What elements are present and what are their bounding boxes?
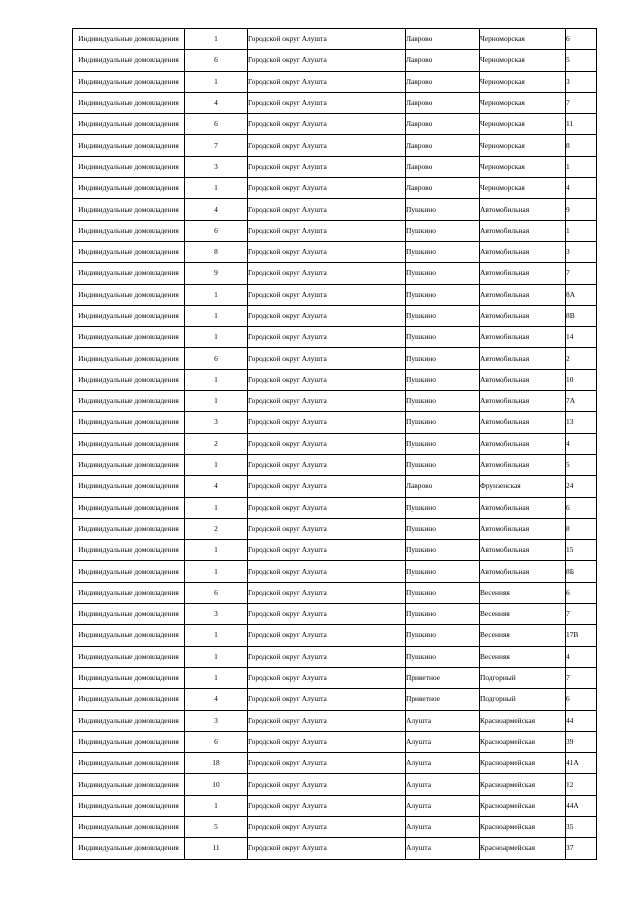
building-type-cell: Индивидуальные домовладения (73, 476, 185, 497)
house-number-cell: 35 (566, 816, 597, 837)
settlement-cell: Пушкино (406, 540, 480, 561)
count-cell: 1 (185, 305, 248, 326)
street-cell: Автомобильная (480, 305, 566, 326)
count-cell: 11 (185, 838, 248, 859)
municipality-cell: Городской округ Алушта (248, 263, 406, 284)
municipality-cell: Городской округ Алушта (248, 156, 406, 177)
house-number-cell: 6 (566, 582, 597, 603)
house-number-cell: 2 (566, 348, 597, 369)
building-type-cell: Индивидуальные домовладения (73, 114, 185, 135)
settlement-cell: Пушкино (406, 199, 480, 220)
settlement-cell: Пушкино (406, 497, 480, 518)
house-number-cell: 8В (566, 305, 597, 326)
count-cell: 1 (185, 795, 248, 816)
count-cell: 4 (185, 199, 248, 220)
house-number-cell: 6 (566, 689, 597, 710)
settlement-cell: Пушкино (406, 241, 480, 262)
street-cell: Черноморская (480, 135, 566, 156)
count-cell: 3 (185, 156, 248, 177)
count-cell: 6 (185, 50, 248, 71)
settlement-cell: Пушкино (406, 625, 480, 646)
street-cell: Автомобильная (480, 391, 566, 412)
street-cell: Автомобильная (480, 369, 566, 390)
building-type-cell: Индивидуальные домовладения (73, 135, 185, 156)
building-type-cell: Индивидуальные домовладения (73, 753, 185, 774)
count-cell: 1 (185, 391, 248, 412)
building-type-cell: Индивидуальные домовладения (73, 71, 185, 92)
settlement-cell: Лаврово (406, 114, 480, 135)
building-type-cell: Индивидуальные домовладения (73, 582, 185, 603)
building-type-cell: Индивидуальные домовладения (73, 433, 185, 454)
count-cell: 1 (185, 667, 248, 688)
street-cell: Весенняя (480, 604, 566, 625)
building-type-cell: Индивидуальные домовладения (73, 838, 185, 859)
building-type-cell: Индивидуальные домовладения (73, 604, 185, 625)
table-row (73, 29, 597, 50)
street-cell: Автомобильная (480, 199, 566, 220)
municipality-cell: Городской округ Алушта (248, 92, 406, 113)
building-type-cell: Индивидуальные домовладения (73, 710, 185, 731)
count-cell: 6 (185, 114, 248, 135)
count-cell: 5 (185, 816, 248, 837)
house-number-cell: 24 (566, 476, 597, 497)
count-cell: 1 (185, 454, 248, 475)
building-type-cell: Индивидуальные домовладения (73, 92, 185, 113)
settlement-cell: Алушта (406, 731, 480, 752)
count-cell: 1 (185, 646, 248, 667)
count-cell: 8 (185, 241, 248, 262)
house-number-cell: 9 (566, 199, 597, 220)
house-number-cell: 1 (566, 156, 597, 177)
building-type-cell: Индивидуальные домовладения (73, 29, 185, 50)
municipality-cell: Городской округ Алушта (248, 433, 406, 454)
house-number-cell: 10 (566, 369, 597, 390)
settlement-cell: Пушкино (406, 433, 480, 454)
settlement-cell: Пушкино (406, 263, 480, 284)
municipality-cell: Городской округ Алушта (248, 327, 406, 348)
street-cell: Автомобильная (480, 497, 566, 518)
street-cell: Черноморская (480, 50, 566, 71)
house-number-cell: 14 (566, 327, 597, 348)
table-row (73, 348, 597, 369)
street-cell: Автомобильная (480, 220, 566, 241)
house-number-cell: 39 (566, 731, 597, 752)
municipality-cell: Городской округ Алушта (248, 838, 406, 859)
table-row (73, 199, 597, 220)
municipality-cell: Городской округ Алушта (248, 604, 406, 625)
settlement-cell: Приветное (406, 667, 480, 688)
building-type-cell: Индивидуальные домовладения (73, 220, 185, 241)
municipality-cell: Городской округ Алушта (248, 646, 406, 667)
count-cell: 1 (185, 327, 248, 348)
municipality-cell: Городской округ Алушта (248, 50, 406, 71)
table-row (73, 263, 597, 284)
street-cell: Автомобильная (480, 454, 566, 475)
street-cell: Черноморская (480, 178, 566, 199)
count-cell: 6 (185, 348, 248, 369)
settlement-cell: Пушкино (406, 327, 480, 348)
table-row (73, 540, 597, 561)
table-row (73, 667, 597, 688)
count-cell: 6 (185, 582, 248, 603)
settlement-cell: Пушкино (406, 412, 480, 433)
table-row (73, 305, 597, 326)
house-number-cell: 4 (566, 178, 597, 199)
building-type-cell: Индивидуальные домовладения (73, 305, 185, 326)
settlement-cell: Пушкино (406, 369, 480, 390)
table-row (73, 92, 597, 113)
settlement-cell: Пушкино (406, 454, 480, 475)
settlement-cell: Лаврово (406, 178, 480, 199)
house-number-cell: 37 (566, 838, 597, 859)
count-cell: 2 (185, 518, 248, 539)
building-type-cell: Индивидуальные домовладения (73, 50, 185, 71)
table-row (73, 71, 597, 92)
settlement-cell: Лаврово (406, 29, 480, 50)
municipality-cell: Городской округ Алушта (248, 391, 406, 412)
street-cell: Весенняя (480, 646, 566, 667)
municipality-cell: Городской округ Алушта (248, 753, 406, 774)
table-row (73, 369, 597, 390)
count-cell: 3 (185, 710, 248, 731)
street-cell: Красноармейская (480, 710, 566, 731)
municipality-cell: Городской округ Алушта (248, 667, 406, 688)
building-type-cell: Индивидуальные домовладения (73, 241, 185, 262)
street-cell: Черноморская (480, 29, 566, 50)
settlement-cell: Лаврово (406, 156, 480, 177)
count-cell: 4 (185, 689, 248, 710)
municipality-cell: Городской округ Алушта (248, 454, 406, 475)
house-number-cell: 6 (566, 497, 597, 518)
count-cell: 4 (185, 476, 248, 497)
house-number-cell: 44А (566, 795, 597, 816)
settlement-cell: Алушта (406, 816, 480, 837)
municipality-cell: Городской округ Алушта (248, 29, 406, 50)
municipality-cell: Городской округ Алушта (248, 497, 406, 518)
count-cell: 2 (185, 433, 248, 454)
settlement-cell: Пушкино (406, 561, 480, 582)
municipality-cell: Городской округ Алушта (248, 710, 406, 731)
settlement-cell: Лаврово (406, 92, 480, 113)
building-type-cell: Индивидуальные домовладения (73, 263, 185, 284)
house-number-cell: 13 (566, 412, 597, 433)
count-cell: 6 (185, 220, 248, 241)
settlement-cell: Алушта (406, 838, 480, 859)
municipality-cell: Городской округ Алушта (248, 114, 406, 135)
street-cell: Красноармейская (480, 795, 566, 816)
table-row (73, 327, 597, 348)
table-row (73, 476, 597, 497)
house-number-cell: 8 (566, 135, 597, 156)
municipality-cell: Городской округ Алушта (248, 540, 406, 561)
table-row (73, 625, 597, 646)
house-number-cell: 3 (566, 241, 597, 262)
street-cell: Красноармейская (480, 816, 566, 837)
settlement-cell: Лаврово (406, 50, 480, 71)
settlement-cell: Пушкино (406, 391, 480, 412)
count-cell: 3 (185, 604, 248, 625)
house-number-cell: 8 (566, 518, 597, 539)
count-cell: 7 (185, 135, 248, 156)
house-number-cell: 5 (566, 454, 597, 475)
street-cell: Фрунзенская (480, 476, 566, 497)
settlement-cell: Алушта (406, 774, 480, 795)
municipality-cell: Городской округ Алушта (248, 476, 406, 497)
table-row (73, 50, 597, 71)
building-type-cell: Индивидуальные домовладения (73, 816, 185, 837)
house-number-cell: 6 (566, 29, 597, 50)
settlement-cell: Приветное (406, 689, 480, 710)
house-number-cell: 12 (566, 774, 597, 795)
count-cell: 1 (185, 71, 248, 92)
building-type-cell: Индивидуальные домовладения (73, 667, 185, 688)
street-cell: Черноморская (480, 156, 566, 177)
house-number-cell: 15 (566, 540, 597, 561)
street-cell: Автомобильная (480, 241, 566, 262)
street-cell: Автомобильная (480, 540, 566, 561)
table-row (73, 646, 597, 667)
municipality-cell: Городской округ Алушта (248, 71, 406, 92)
street-cell: Весенняя (480, 582, 566, 603)
street-cell: Автомобильная (480, 284, 566, 305)
building-type-cell: Индивидуальные домовладения (73, 561, 185, 582)
settlement-cell: Лаврово (406, 71, 480, 92)
count-cell: 1 (185, 29, 248, 50)
street-cell: Автомобильная (480, 412, 566, 433)
street-cell: Весенняя (480, 625, 566, 646)
table-row (73, 114, 597, 135)
count-cell: 18 (185, 753, 248, 774)
count-cell: 4 (185, 92, 248, 113)
table-row (73, 241, 597, 262)
count-cell: 1 (185, 497, 248, 518)
street-cell: Красноармейская (480, 753, 566, 774)
house-number-cell: 8Б (566, 561, 597, 582)
municipality-cell: Городской округ Алушта (248, 412, 406, 433)
street-cell: Черноморская (480, 114, 566, 135)
table-row (73, 156, 597, 177)
building-type-cell: Индивидуальные домовладения (73, 391, 185, 412)
house-number-cell: 1 (566, 220, 597, 241)
count-cell: 1 (185, 540, 248, 561)
street-cell: Красноармейская (480, 838, 566, 859)
table-row (73, 497, 597, 518)
building-type-cell: Индивидуальные домовладения (73, 412, 185, 433)
municipality-cell: Городской округ Алушта (248, 348, 406, 369)
municipality-cell: Городской округ Алушта (248, 518, 406, 539)
count-cell: 6 (185, 731, 248, 752)
settlement-cell: Пушкино (406, 582, 480, 603)
table-row (73, 391, 597, 412)
house-number-cell: 7 (566, 92, 597, 113)
table-row (73, 135, 597, 156)
municipality-cell: Городской округ Алушта (248, 241, 406, 262)
building-type-cell: Индивидуальные домовладения (73, 540, 185, 561)
house-number-cell: 7 (566, 667, 597, 688)
building-type-cell: Индивидуальные домовладения (73, 199, 185, 220)
count-cell: 1 (185, 284, 248, 305)
street-cell: Автомобильная (480, 348, 566, 369)
house-number-cell: 7А (566, 391, 597, 412)
table-row (73, 753, 597, 774)
house-number-cell: 8А (566, 284, 597, 305)
building-type-cell: Индивидуальные домовладения (73, 369, 185, 390)
municipality-cell: Городской округ Алушта (248, 774, 406, 795)
street-cell: Подгорный (480, 667, 566, 688)
municipality-cell: Городской округ Алушта (248, 305, 406, 326)
street-cell: Красноармейская (480, 774, 566, 795)
table-row (73, 433, 597, 454)
table-row (73, 284, 597, 305)
street-cell: Автомобильная (480, 518, 566, 539)
street-cell: Красноармейская (480, 731, 566, 752)
building-type-cell: Индивидуальные домовладения (73, 646, 185, 667)
settlement-cell: Пушкино (406, 518, 480, 539)
count-cell: 3 (185, 412, 248, 433)
table-row (73, 689, 597, 710)
table-row (73, 220, 597, 241)
municipality-cell: Городской округ Алушта (248, 178, 406, 199)
settlement-cell: Пушкино (406, 220, 480, 241)
municipality-cell: Городской округ Алушта (248, 731, 406, 752)
table-body (73, 29, 597, 860)
municipality-cell: Городской округ Алушта (248, 135, 406, 156)
street-cell: Автомобильная (480, 433, 566, 454)
table-row (73, 518, 597, 539)
building-type-cell: Индивидуальные домовладения (73, 689, 185, 710)
housing-table (72, 28, 597, 860)
settlement-cell: Пушкино (406, 646, 480, 667)
municipality-cell: Городской округ Алушта (248, 369, 406, 390)
street-cell: Черноморская (480, 71, 566, 92)
building-type-cell: Индивидуальные домовладения (73, 178, 185, 199)
settlement-cell: Алушта (406, 710, 480, 731)
municipality-cell: Городской округ Алушта (248, 816, 406, 837)
count-cell: 9 (185, 263, 248, 284)
count-cell: 1 (185, 561, 248, 582)
street-cell: Черноморская (480, 92, 566, 113)
house-number-cell: 11 (566, 114, 597, 135)
municipality-cell: Городской округ Алушта (248, 199, 406, 220)
settlement-cell: Пушкино (406, 348, 480, 369)
building-type-cell: Индивидуальные домовладения (73, 327, 185, 348)
settlement-cell: Лаврово (406, 476, 480, 497)
municipality-cell: Городской округ Алушта (248, 625, 406, 646)
building-type-cell: Индивидуальные домовладения (73, 731, 185, 752)
count-cell: 1 (185, 369, 248, 390)
table-row (73, 774, 597, 795)
street-cell: Автомобильная (480, 327, 566, 348)
municipality-cell: Городской округ Алушта (248, 220, 406, 241)
settlement-cell: Пушкино (406, 305, 480, 326)
house-number-cell: 3 (566, 71, 597, 92)
settlement-cell: Алушта (406, 753, 480, 774)
house-number-cell: 44 (566, 710, 597, 731)
table-row (73, 178, 597, 199)
table-row (73, 795, 597, 816)
street-cell: Автомобильная (480, 561, 566, 582)
house-number-cell: 7 (566, 263, 597, 284)
house-number-cell: 41А (566, 753, 597, 774)
table-row (73, 582, 597, 603)
house-number-cell: 4 (566, 433, 597, 454)
street-cell: Подгорный (480, 689, 566, 710)
building-type-cell: Индивидуальные домовладения (73, 795, 185, 816)
table-row (73, 731, 597, 752)
street-cell: Автомобильная (480, 263, 566, 284)
table-row (73, 838, 597, 859)
building-type-cell: Индивидуальные домовладения (73, 284, 185, 305)
house-number-cell: 17В (566, 625, 597, 646)
municipality-cell: Городской округ Алушта (248, 561, 406, 582)
table-row (73, 454, 597, 475)
municipality-cell: Городской округ Алушта (248, 689, 406, 710)
building-type-cell: Индивидуальные домовладения (73, 518, 185, 539)
building-type-cell: Индивидуальные домовладения (73, 454, 185, 475)
count-cell: 1 (185, 625, 248, 646)
municipality-cell: Городской округ Алушта (248, 582, 406, 603)
house-number-cell: 4 (566, 646, 597, 667)
building-type-cell: Индивидуальные домовладения (73, 156, 185, 177)
building-type-cell: Индивидуальные домовладения (73, 625, 185, 646)
municipality-cell: Городской округ Алушта (248, 795, 406, 816)
municipality-cell: Городской округ Алушта (248, 284, 406, 305)
building-type-cell: Индивидуальные домовладения (73, 497, 185, 518)
settlement-cell: Алушта (406, 795, 480, 816)
house-number-cell: 7 (566, 604, 597, 625)
table-row (73, 816, 597, 837)
count-cell: 10 (185, 774, 248, 795)
table-row (73, 412, 597, 433)
building-type-cell: Индивидуальные домовладения (73, 774, 185, 795)
building-type-cell: Индивидуальные домовладения (73, 348, 185, 369)
table-row (73, 604, 597, 625)
house-number-cell: 5 (566, 50, 597, 71)
table-row (73, 710, 597, 731)
count-cell: 1 (185, 178, 248, 199)
settlement-cell: Пушкино (406, 284, 480, 305)
settlement-cell: Пушкино (406, 604, 480, 625)
settlement-cell: Лаврово (406, 135, 480, 156)
table-row (73, 561, 597, 582)
